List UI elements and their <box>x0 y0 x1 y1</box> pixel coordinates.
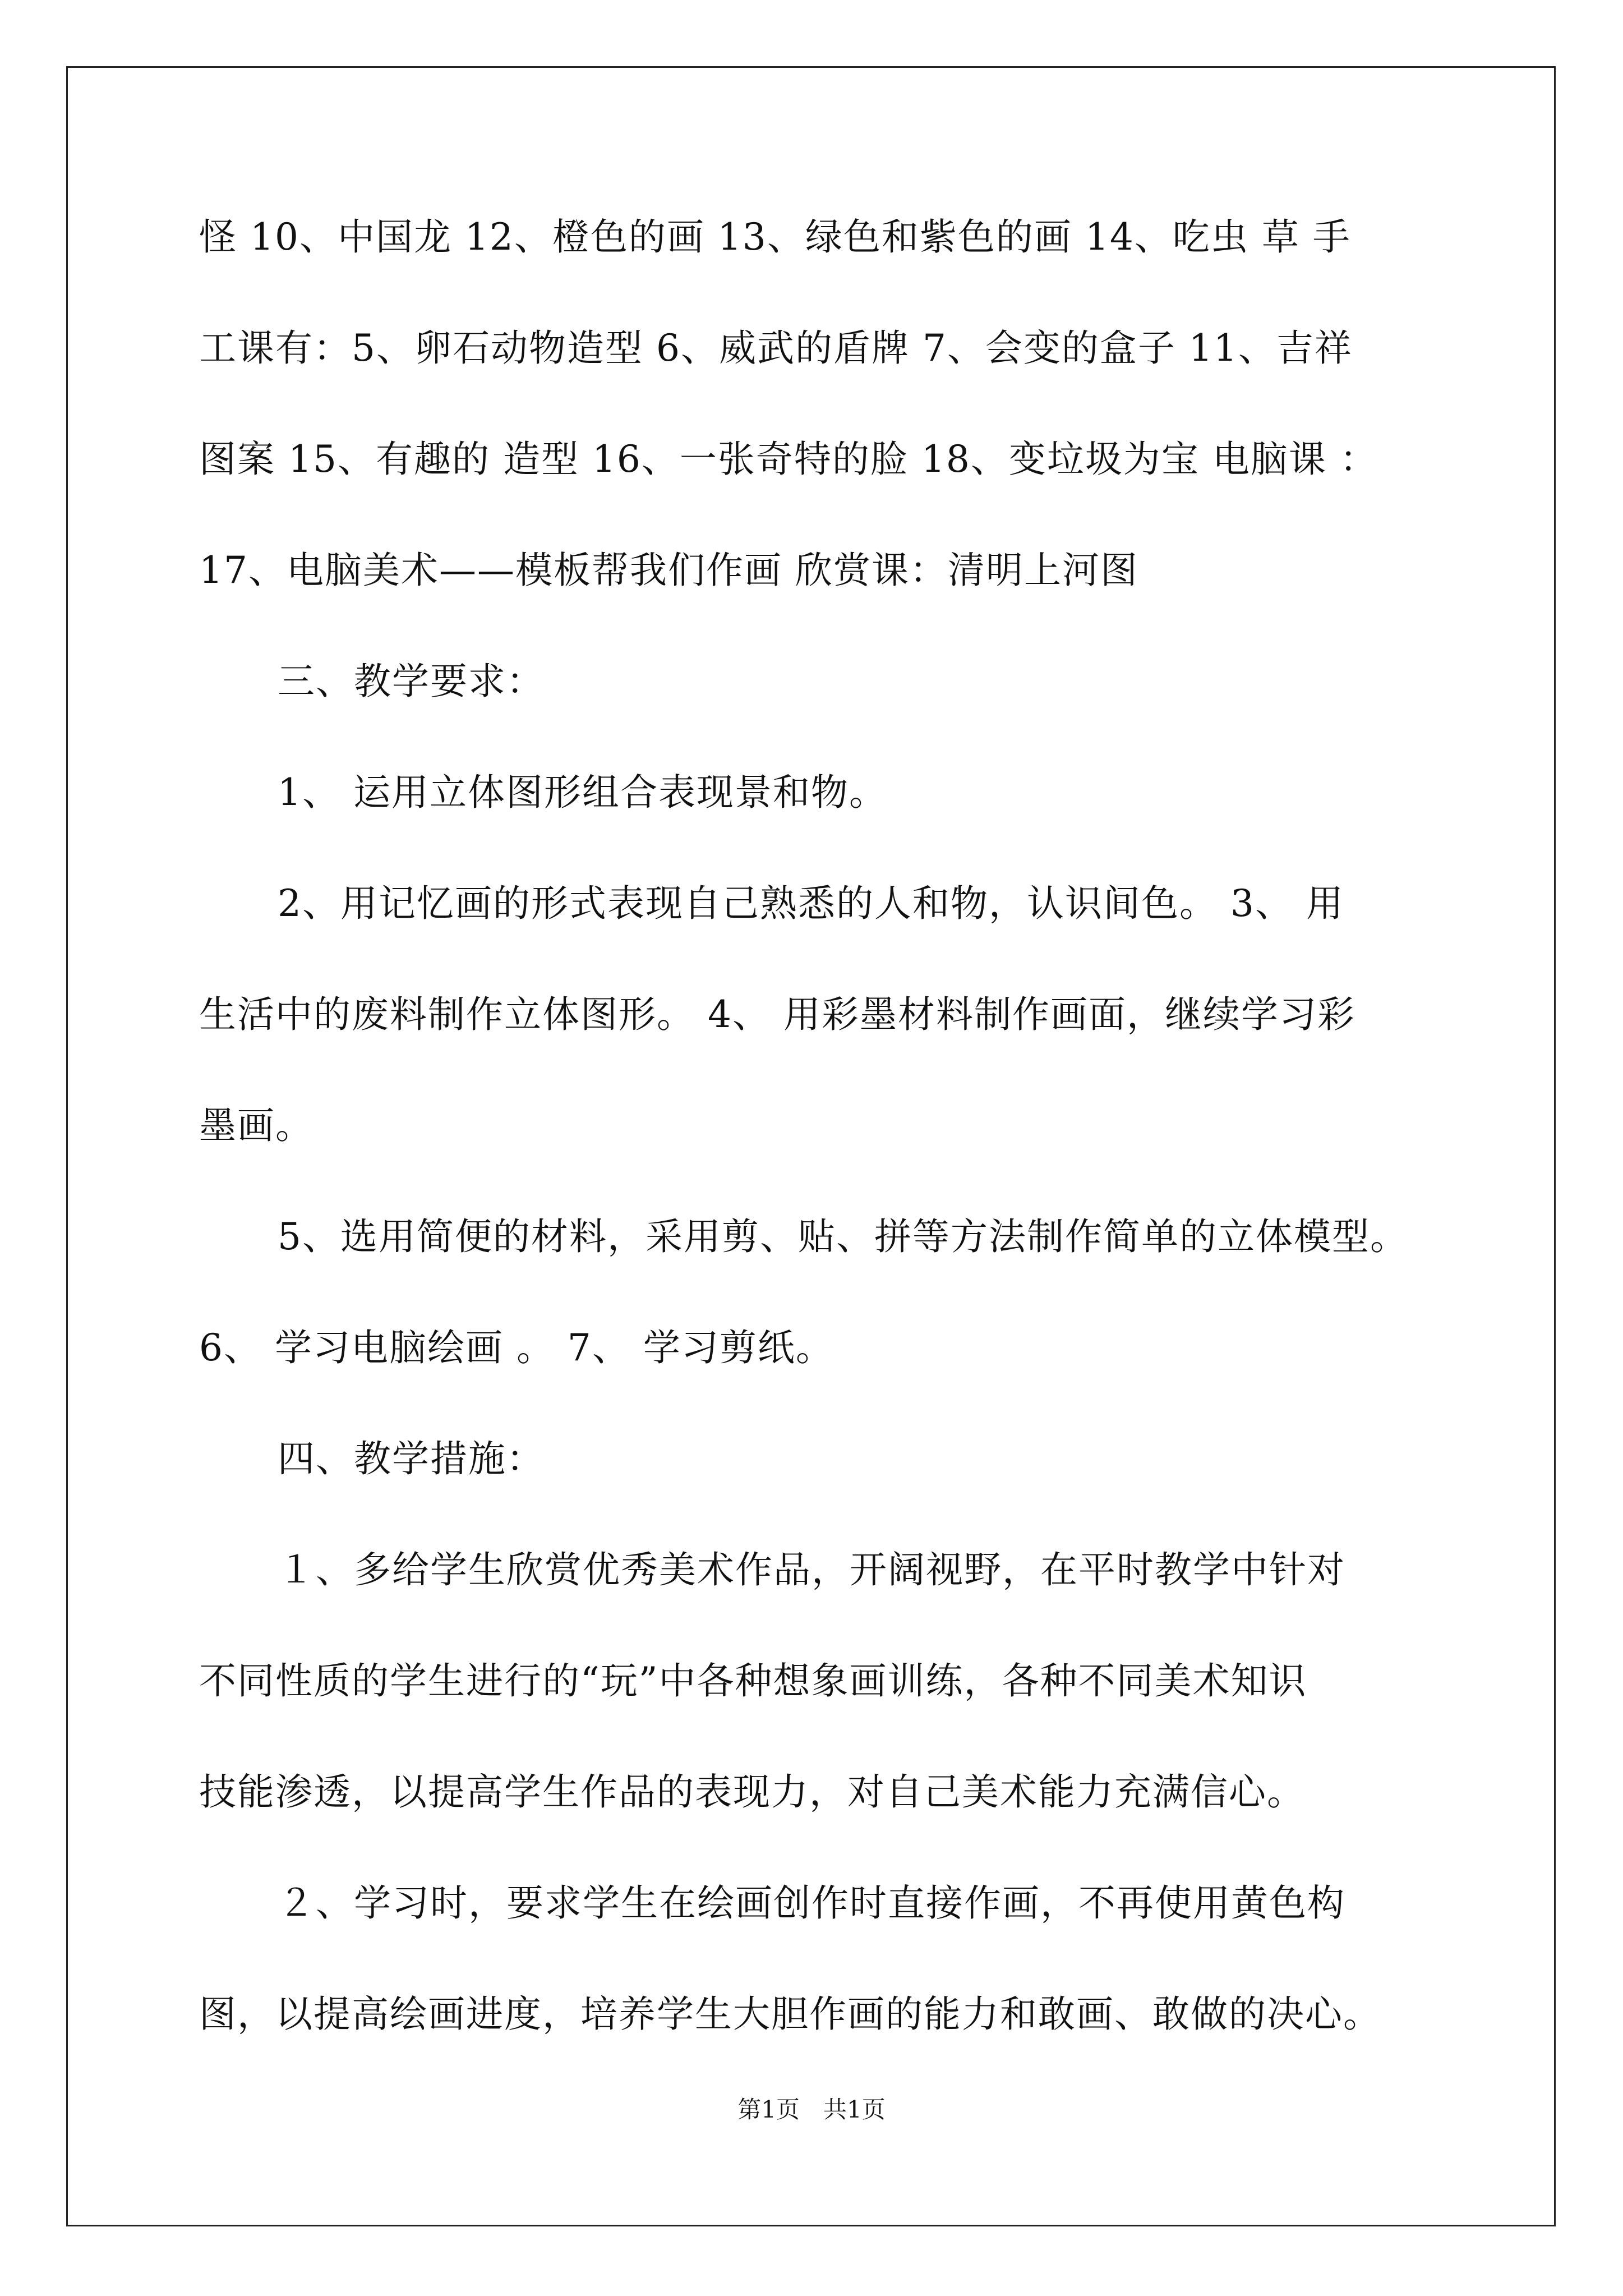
text-line: 5、选用简便的材料，采用剪、贴、拼等方法制作简单的立体模型。 <box>278 1215 1408 1258</box>
page-number-footer: 第1页 共1页 <box>737 2096 886 2123</box>
document-body <box>199 215 1422 2107</box>
section-heading: 三、教学要求： <box>278 660 545 703</box>
text-line: 技能渗透，以提高学生作品的表现力，对自己美术能力充满信心。 <box>199 1770 1305 1814</box>
text-line: 怪 10、中国龙 12、橙色的画 13、绿色和紫色的画 14、吃虫 草 手 <box>199 215 1351 259</box>
text-line: 图，以提高绘画进度，培养学生大胆作画的能力和敢画、敢做的决心。 <box>199 1993 1381 2036</box>
section-heading: 四、教学措施： <box>278 1437 545 1480</box>
text-line: 6、 学习电脑绘画 。 7、 学习剪纸。 <box>199 1326 834 1369</box>
text-line: 工课有：5、卵石动物造型 6、威武的盾牌 7、会变的盒子 11、吉祥 <box>199 326 1353 370</box>
text-line: 1、 运用立体图形组合表现景和物。 <box>278 771 887 814</box>
text-line: 生活中的废料制作立体图形。 4、 用彩墨材料制作画面，继续学习彩 <box>199 993 1355 1036</box>
text-line: 2、用记忆画的形式表现自己熟悉的人和物，认识间色。 3、 用 <box>278 882 1344 925</box>
text-line: ２、学习时，要求学生在绘画创作时直接作画，不再使用黄色构 <box>278 1881 1345 1925</box>
text-line: 17、电脑美术——模板帮我们作画 欣赏课：清明上河图 <box>199 549 1138 592</box>
text-line: １、多给学生欣赏优秀美术作品，开阔视野，在平时教学中针对 <box>278 1548 1345 1591</box>
text-line: 墨画。 <box>199 1104 313 1147</box>
text-line: 不同性质的学生进行的“玩”中各种想象画训练，各种不同美术知识 <box>199 1659 1307 1703</box>
text-line: 图案 15、有趣的 造型 16、一张奇特的脸 18、变垃圾为宝 电脑课 ： <box>199 438 1378 481</box>
